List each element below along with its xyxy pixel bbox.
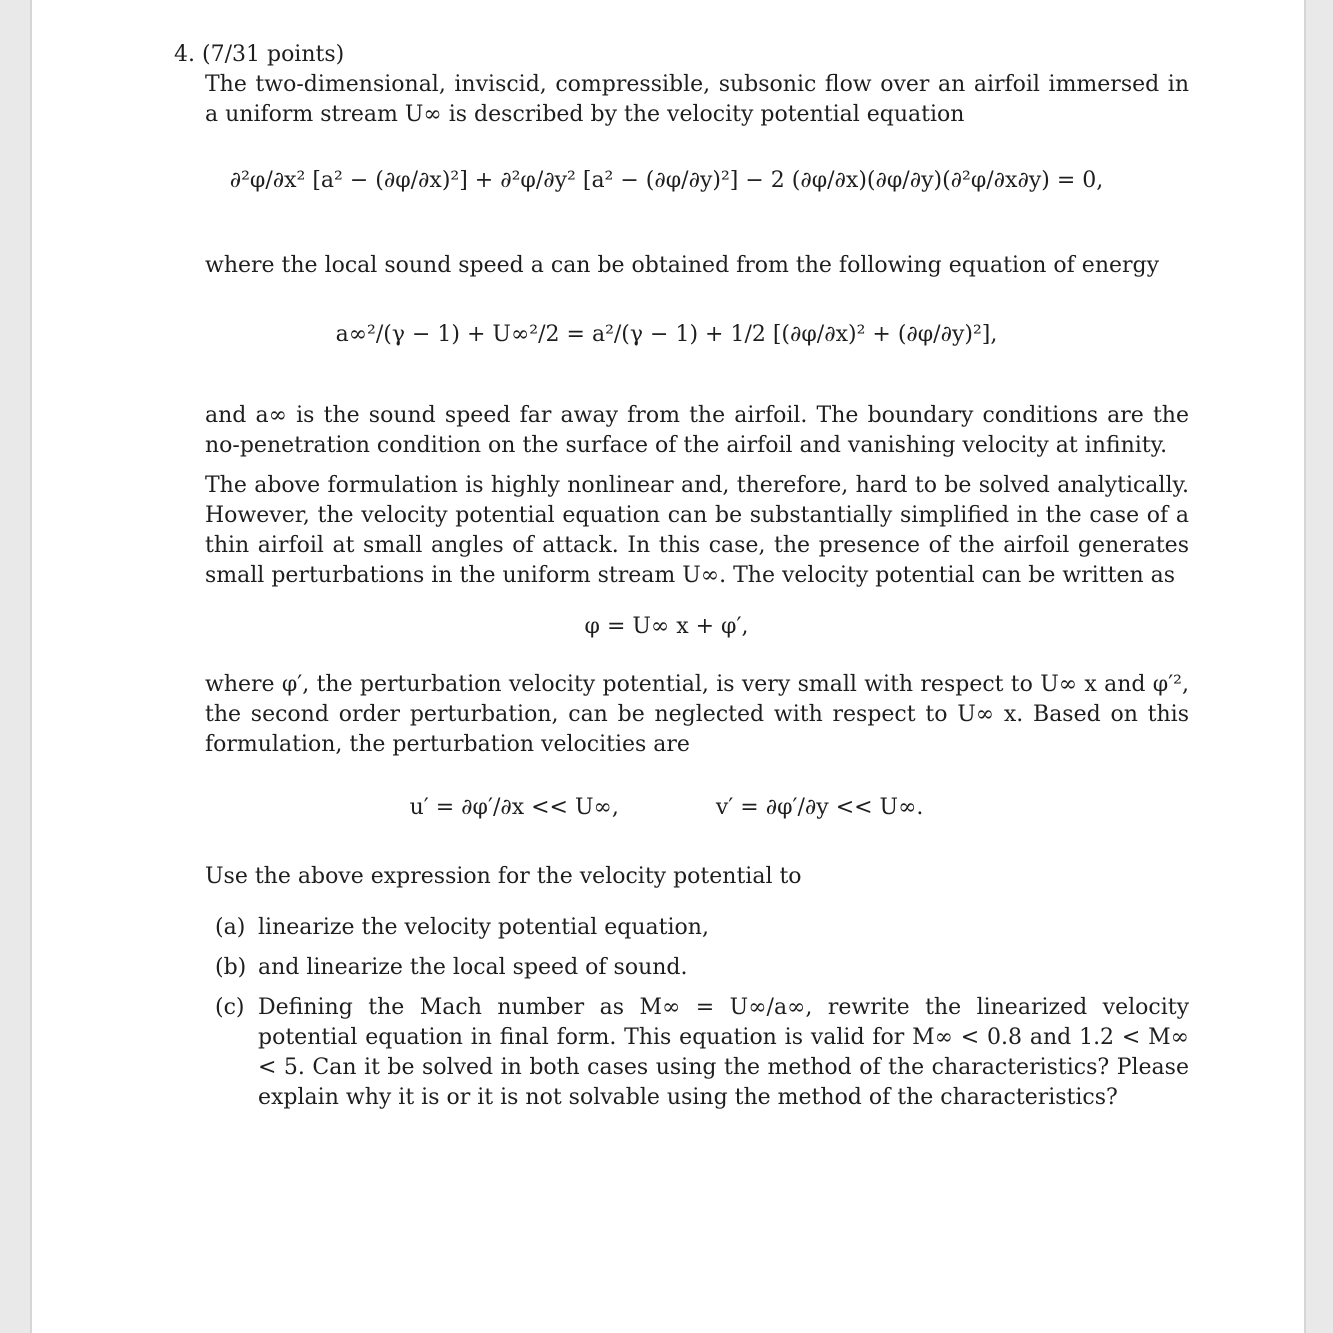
u-prime-equation: u′ = ∂φ′/∂x << U∞, [409,795,619,820]
question-points: (7/31 points) [202,42,345,67]
task-text: Defining the Mach number as M∞ = U∞/a∞, rewrite the linearized velocity potential equation in final form. This equation is valid for M∞ < 0.8 and 1.2 < M∞ < 5. Can it be solved in both cases using the method of the characteristics? Please explain why it is or it is not solvable using the method of the characteristics? [258,995,1189,1110]
task-text: linearize the velocity potential equation, [258,915,709,940]
nonlinear-paragraph: The above formulation is highly nonlinear and, therefore, hard to be solved analytically. However, the velocity potential equation can be substantially simplified in the case of a thin airfoil at small angles of attack. In this case, the presence of the airfoil generates small perturbations in the uniform stream U∞. The velocity potential can be written as [205,473,1189,588]
task-text: and linearize the local speed of sound. [258,955,688,980]
energy-equation [0,302,1333,347]
task-label: (a) [215,915,246,940]
page [30,0,1306,1333]
task-item-c [215,993,1189,1113]
sound-speed-paragraph: where the local sound speed a can be obtained from the following equation of energy [205,253,1160,278]
task-label: (c) [215,995,245,1020]
boundary-paragraph: and a∞ is the sound speed far away from the airfoil. The boundary conditions are the no-penetration condition on the surface of the airfoil and vanishing velocity at infinity. [205,403,1189,458]
intro-paragraph: The two-dimensional, inviscid, compressible, subsonic flow over an airfoil immersed in a uniform stream U∞ is described by the velocity potential equation [205,72,1189,127]
task-item-b [215,953,1189,983]
question-header [174,42,344,67]
use-paragraph: Use the above expression for the velocity potential to [205,864,802,889]
perturbation-velocity-equations [0,795,1333,820]
potential-equation [0,148,1333,193]
energy-equation-text: a∞²/(γ − 1) + U∞²/2 = a²/(γ − 1) + 1/2 [(∂φ/∂x)² + (∂φ/∂y)²], [335,322,998,347]
task-item-a [215,913,1189,943]
v-prime-equation: v′ = ∂φ′/∂y << U∞. [715,795,924,820]
question-number: 4. [174,42,195,67]
task-label: (b) [215,955,247,980]
potential-equation-text: ∂²φ/∂x² [a² − (∂φ/∂x)²] + ∂²φ/∂y² [a² − (∂φ/∂y)²] − 2 (∂φ/∂x)(∂φ/∂y)(∂²φ/∂x∂y) = 0, [229,168,1104,193]
perturbation-paragraph: where φ′, the perturbation velocity potential, is very small with respect to U∞ x and φ′², the second order perturbation, can be neglected with respect to U∞ x. Based on this formulation, the perturbation velocities are [205,672,1189,757]
decomposition-equation: φ = U∞ x + φ′, [584,614,749,639]
